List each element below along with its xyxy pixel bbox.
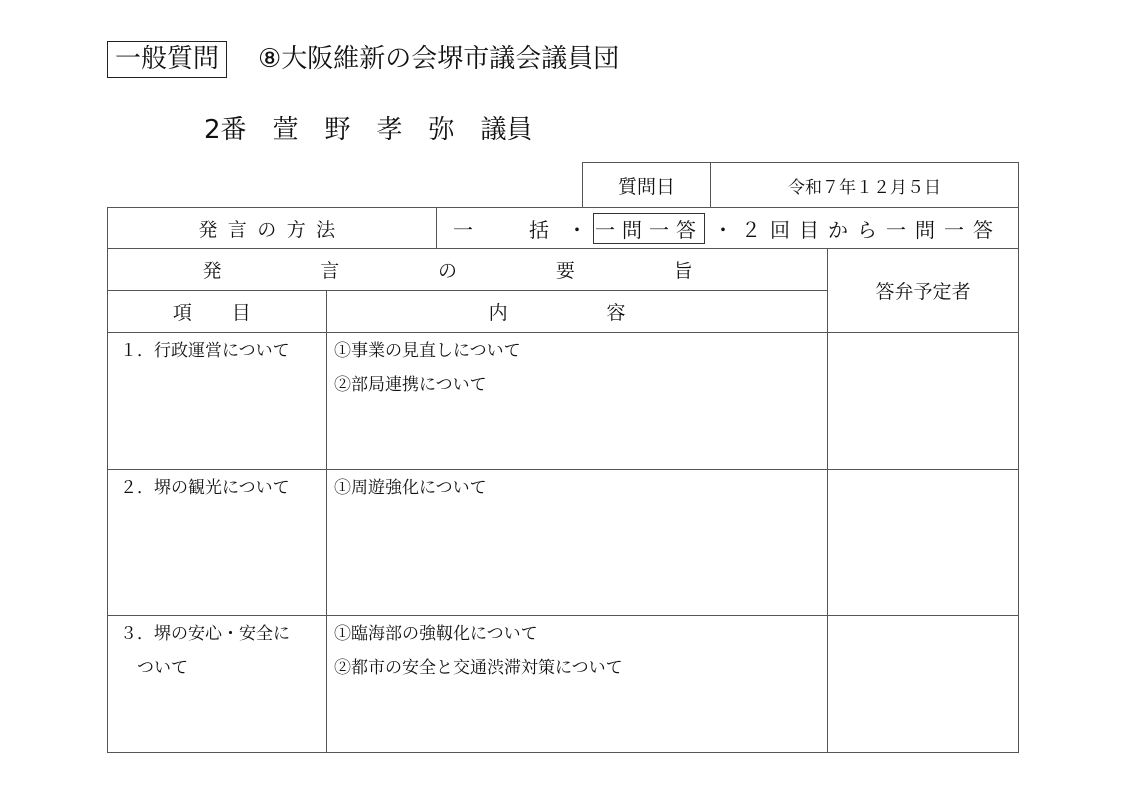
row3-item-line2: ついて bbox=[137, 658, 188, 678]
method-options bbox=[437, 208, 1018, 248]
row3-content-2: ②都市の安全と交通渋滞対策について bbox=[334, 658, 623, 678]
row3-item-line1: ３．堺の安心・安全に bbox=[120, 624, 290, 644]
column-header-divider bbox=[107, 332, 1019, 333]
row2-bottom-border bbox=[107, 615, 1019, 616]
method-option-ikkatsu: 一 括 bbox=[453, 217, 567, 242]
method-separator-2: ・ bbox=[713, 217, 733, 242]
row2-content-1: ①周遊強化について bbox=[334, 478, 487, 498]
row1-bottom-border bbox=[107, 469, 1019, 470]
item-column-divider bbox=[326, 290, 327, 753]
row1-content-2: ②部局連携について bbox=[334, 375, 487, 395]
table-right-border bbox=[1018, 207, 1019, 753]
content-column-header: 内 容 bbox=[488, 302, 666, 324]
group-name: ⑧大阪維新の会堺市議会議員団 bbox=[258, 44, 620, 74]
row3-content-1: ①臨海部の強靱化について bbox=[334, 624, 538, 644]
question-category-box: 一般質問 bbox=[107, 41, 227, 78]
question-date-label: 質問日 bbox=[617, 175, 675, 198]
method-label: 発言の方法 bbox=[198, 218, 346, 241]
question-date-value: 令和７年１２月５日 bbox=[788, 177, 941, 198]
member-name: 2番 萱 野 孝 弥 議員 bbox=[204, 115, 533, 145]
row1-item: １．行政運営について bbox=[120, 341, 290, 361]
method-option-ichimon-itto-selected: 一問一答 bbox=[593, 213, 705, 244]
item-column-header: 項 目 bbox=[172, 302, 262, 324]
row1-content-1: ①事業の見直しについて bbox=[334, 341, 521, 361]
summary-header: 発 言 の 要 旨 bbox=[202, 260, 733, 282]
row2-item: ２．堺の観光について bbox=[120, 478, 290, 498]
date-box-right-border bbox=[1018, 162, 1019, 207]
method-option-from-second: ２回目から一問一答 bbox=[741, 217, 1002, 242]
method-separator-1: ・ bbox=[567, 217, 587, 242]
respondent-header: 答弁予定者 bbox=[875, 281, 971, 303]
table-bottom-border bbox=[107, 752, 1019, 753]
